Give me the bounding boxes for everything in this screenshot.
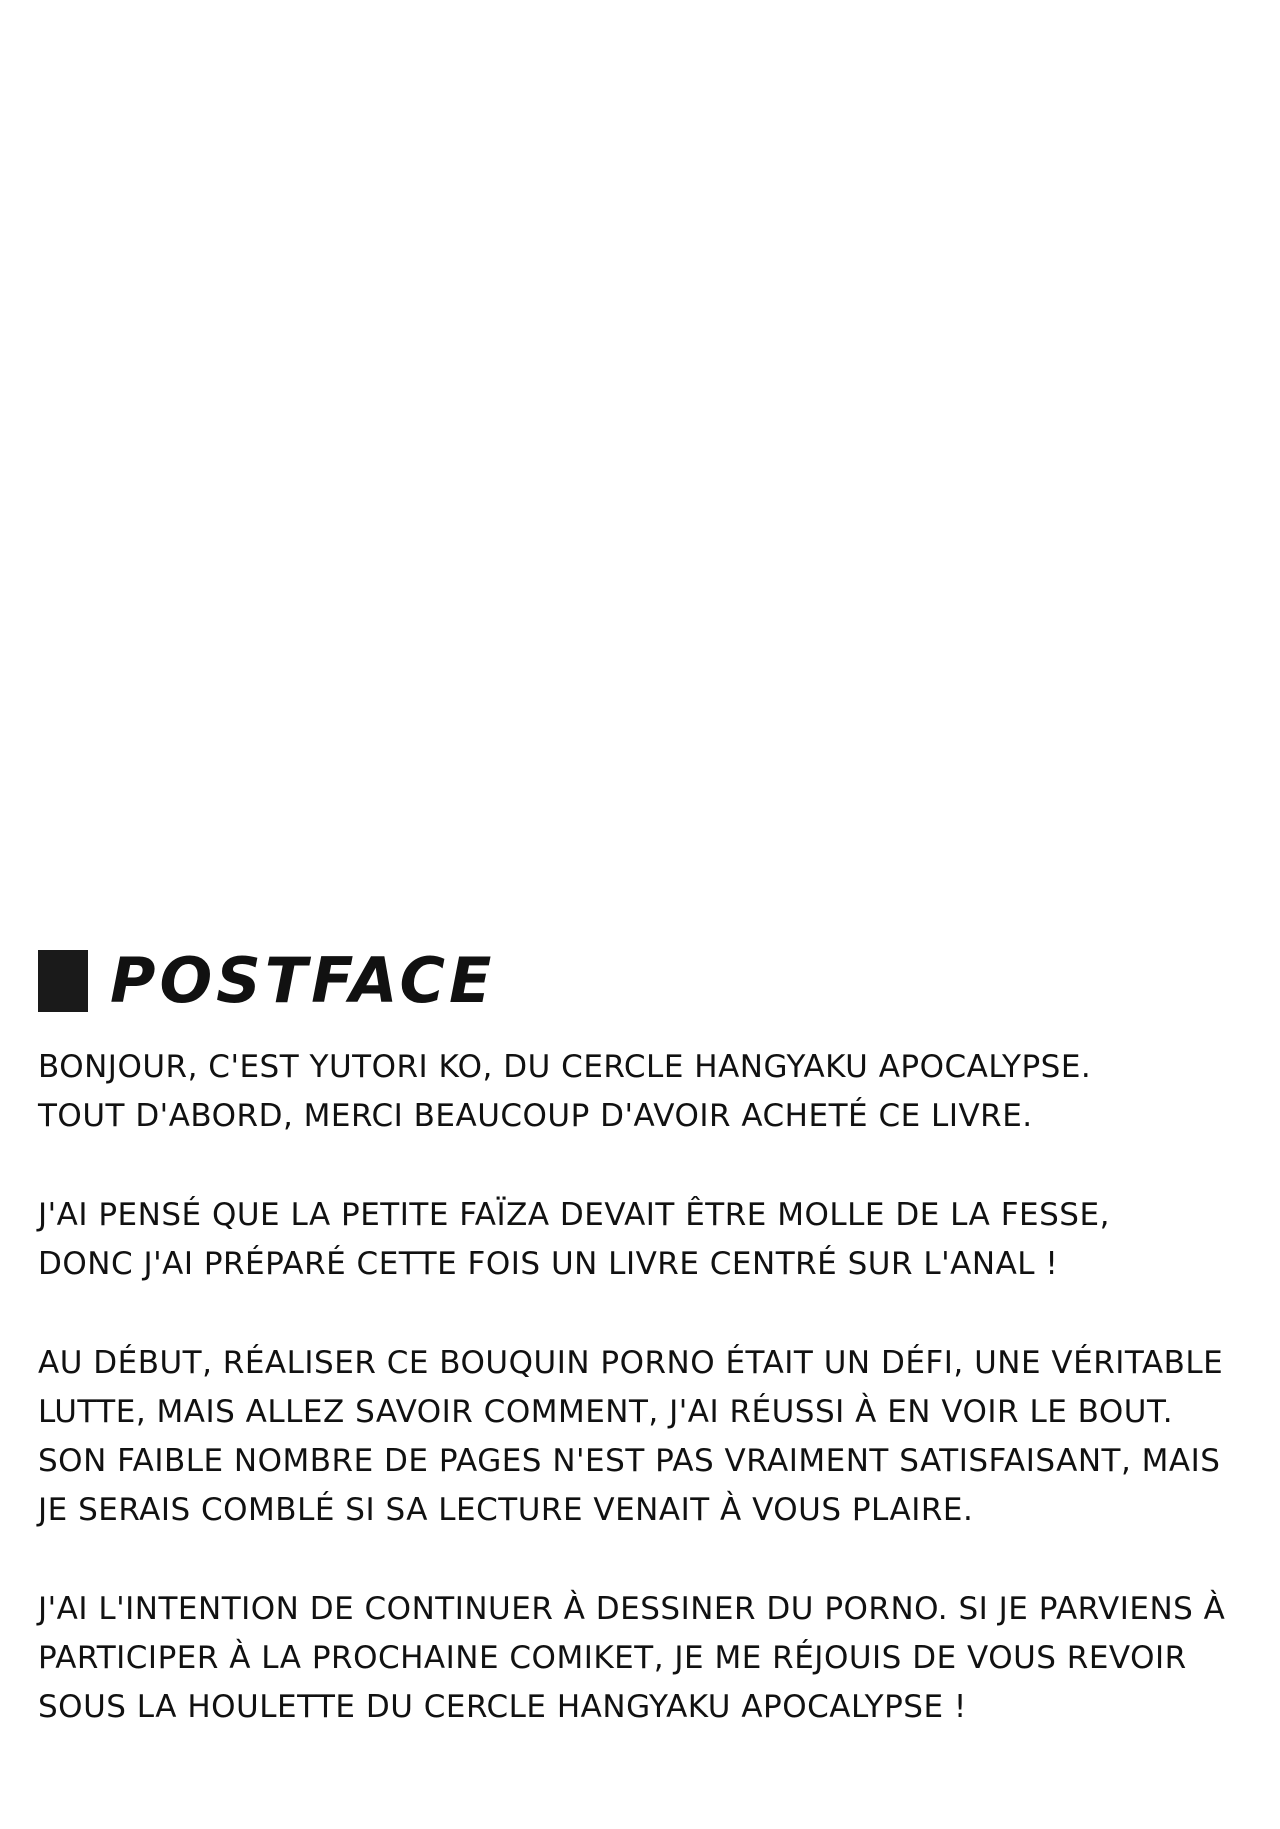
text-line: J'AI PENSÉ QUE LA PETITE FAÏZA DEVAIT ÊTRE MOLLE DE LA FESSE, (38, 1197, 1110, 1233)
text-line: LUTTE, MAIS ALLEZ SAVOIR COMMENT, J'AI RÉUSSI À EN VOIR LE BOUT. (38, 1394, 1174, 1430)
postface-body (38, 1043, 1258, 1782)
text-line: J'AI L'INTENTION DE CONTINUER À DESSINER DU PORNO. SI JE PARVIENS À (38, 1591, 1226, 1627)
text-line: BONJOUR, C'EST YUTORI KO, DU CERCLE HANGYAKU APOCALYPSE. (38, 1049, 1092, 1085)
paragraph-future (38, 1585, 1258, 1732)
paragraph-process (38, 1339, 1258, 1535)
text-line: AU DÉBUT, RÉALISER CE BOUQUIN PORNO ÉTAIT UN DÉFI, UNE VÉRITABLE (38, 1345, 1224, 1381)
paragraph-greeting (38, 1043, 1258, 1141)
text-line: PARTICIPER À LA PROCHAINE COMIKET, JE ME RÉJOUIS DE VOUS REVOIR (38, 1640, 1187, 1676)
text-line: JE SERAIS COMBLÉ SI SA LECTURE VENAIT À VOUS PLAIRE. (38, 1492, 974, 1528)
postface-heading (38, 944, 496, 1017)
text-line: SOUS LA HOULETTE DU CERCLE HANGYAKU APOCALYPSE ! (38, 1689, 967, 1725)
text-line: TOUT D'ABORD, MERCI BEAUCOUP D'AVOIR ACHETÉ CE LIVRE. (38, 1098, 1033, 1134)
text-line: SON FAIBLE NOMBRE DE PAGES N'EST PAS VRAIMENT SATISFAISANT, MAIS (38, 1443, 1221, 1479)
paragraph-theme (38, 1191, 1258, 1289)
heading-square-marker (38, 950, 88, 1012)
text-line: DONC J'AI PRÉPARÉ CETTE FOIS UN LIVRE CENTRÉ SUR L'ANAL ! (38, 1246, 1059, 1282)
page-title: POSTFACE (110, 944, 496, 1017)
